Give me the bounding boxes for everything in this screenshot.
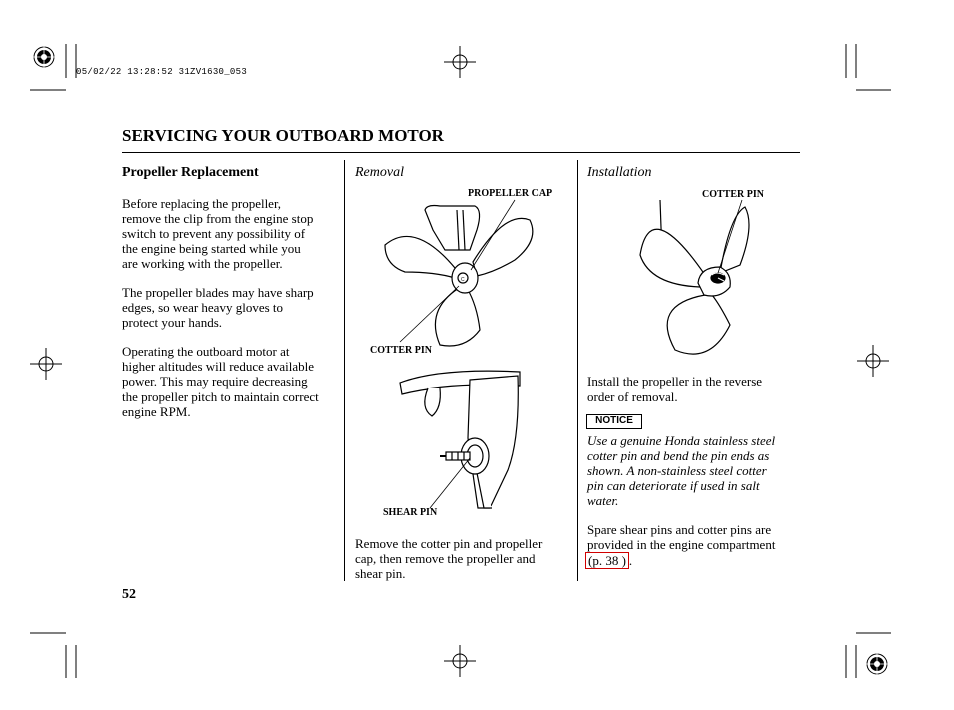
page-number: 52 [122,587,136,602]
installation-paragraph: Install the propeller in the reverse order of removal. [587,374,763,404]
title-rule [122,152,800,153]
spare-pins-paragraph: Spare shear pins and cotter pins are provided in the engine compartment (p. 38 ) . [587,522,776,568]
propeller-removal-illustration [355,190,575,360]
registration-target-icon [30,43,58,71]
left-paragraph-3: Operating the outboard motor at higher altitudes will reduce available power. This may require decreasing the propeller pitch to maintain correct engine RPM. [122,344,319,419]
removal-paragraph: Remove the cotter pin and propeller cap, then remove the propeller and shear pin. [355,536,543,581]
section-title: SERVICING YOUR OUTBOARD MOTOR [122,126,444,145]
crosshair-icon [444,645,476,677]
left-column-heading: Propeller Replacement [122,165,259,180]
svg-text:C: C [461,277,465,283]
print-stamp: 05/02/22 13:28:52 31ZV1630_053 [76,67,248,77]
left-paragraph-2: The propeller blades may have sharp edges, so wear heavy gloves to protect your hands. [122,285,314,330]
crosshair-icon [857,345,889,377]
installation-heading: Installation [587,165,652,180]
cotter-pin-caption-removal: COTTER PIN [370,345,432,356]
notice-badge: NOTICE [586,414,642,429]
propeller-cap-caption: PROPELLER CAP [468,188,553,199]
column-divider [344,160,345,581]
gearcase-shear-pin-illustration [380,358,580,518]
left-paragraph-1: Before replacing the propeller, remove the clip from the engine stop switch to prevent any possibility of the engine being started while you are working with the propeller. [122,196,314,271]
page-reference-link[interactable]: (p. 38 ) [585,552,629,569]
registration-target-icon [863,650,891,678]
notice-text: Use a genuine Honda stainless steel cotter pin and bend the pin ends as shown. A non-stainless steel cotter pin can deteriorate if used in salt water. [587,433,776,508]
crosshair-icon [30,348,62,380]
propeller-installation-illustration [620,195,810,365]
shear-pin-caption: SHEAR PIN [383,507,438,518]
crosshair-icon [444,46,476,78]
cotter-pin-caption-installation: COTTER PIN [702,189,764,200]
removal-heading: Removal [355,165,404,180]
